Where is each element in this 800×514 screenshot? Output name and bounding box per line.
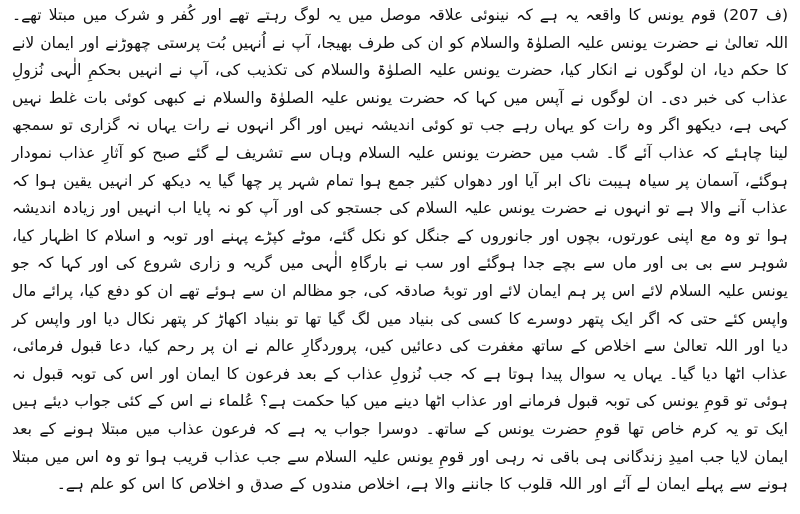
commentary-paragraph: (ف 207) قوم یونس کا واقعہ یہ ہے کہ نینوئی علاقہ موصل میں یہ لوگ رہتے تھے اور کُفر و شرک میں مبتلا تھے۔ اللہ تعالیٰ نے حضرت یونس علیہ الصلوٰۃ والسلام کو ان کی طرف بھیجا، آپ نے اُنہیں بُت پرستی چھوڑنے اور ایمان لانے کا حکم دیا، ان لوگوں نے انکار کیا، حضرت یونس علیہ الصلوٰۃ والسلام کی تکذیب کی، آپ نے انہیں بحکمِ الٰہی نُزولِ عذاب کی خبر دی۔ ان لوگوں نے آپس میں کہا کہ حضرت یونس علیہ الصلوٰۃ والسلام نے کبھی کوئی بات غلط نہیں کہی ہے، دیکھو اگر وہ رات کو یہاں رہے جب تو کوئی اندیشہ نہیں اور اگر انہوں نے رات یہاں نہ گزاری تو سمجھ لینا چاہئے کہ عذاب آئے گا۔ شب میں حضرت یونس علیہ السلام وہاں سے تشریف لے گئے صبح کو آثارِ عذاب نمودار ہوگئے، آسمان پر سیاہ ہیبت ناک ابر آیا اور دھواں کثیر جمع ہوا تمام شہر پر چھا گیا یہ دیکھ کر انہیں یقین ہوا کہ عذاب آنے والا ہے تو انہوں نے حضرت یونس علیہ السلام کی جستجو کی اور آپ کو نہ پایا اب انہیں اور زیادہ اندیشہ ہوا تو وہ مع اپنی عورتوں، بچوں اور جانوروں کے جنگل کو نکل گئے، موٹے کپڑے پہنے اور توبہ و اسلام کا اظہار کیا، شوہر سے بی بی اور ماں سے بچے جدا ہوگئے اور سب نے بارگاہِ الٰہی میں گریہ و زاری شروع کی اور کہا کہ جو یونس علیہ السلام لائے اس پر ہم ایمان لائے اور توبۂ صادقہ کی، جو مظالم ان سے ہوئے تھے ان کو دفع کیا، پرائے مال واپس کئے حتی کہ اگر ایک پتھر دوسرے کا کسی کی بنیاد میں لگ گیا تھا تو بنیاد اکھاڑ کر پتھر نکال دیا اور واپس کر دیا اور اللہ تعالیٰ سے اخلاص کے ساتھ مغفرت کی دعائیں کیں، پروردگارِ عالم نے ان پر رحم کیا، دعا قبول فرمائی، عذاب اٹھا دیا گیا۔ یہاں یہ سوال پیدا ہوتا ہے کہ جب نُزولِ عذاب کے بعد فرعون کا ایمان اور اس کی توبہ قبول نہ ہوئی تو قومِ یونس کی توبہ قبول فرمانے اور عذاب اٹھا دینے میں کیا حکمت ہے؟ عُلماء نے اس کے کئی جواب دیئے ہیں ایک تو یہ کرم خاص تھا قومِ حضرت یونس کے ساتھ۔ دوسرا جواب یہ ہے کہ فرعون عذاب میں مبتلا ہونے کے بعد ایمان لایا جب امیدِ زندگانی ہی باقی نہ رہی اور قومِ یونس علیہ السلام سے جب عذاب قریب ہوا تو وہ اس میں مبتلا ہونے سے پہلے ایمان لے آئے اور اللہ قلوب کا جاننے والا ہے، اخلاص مندوں کے صدق و اخلاص کا اس کو علم ہے۔ (12, 6, 788, 494)
